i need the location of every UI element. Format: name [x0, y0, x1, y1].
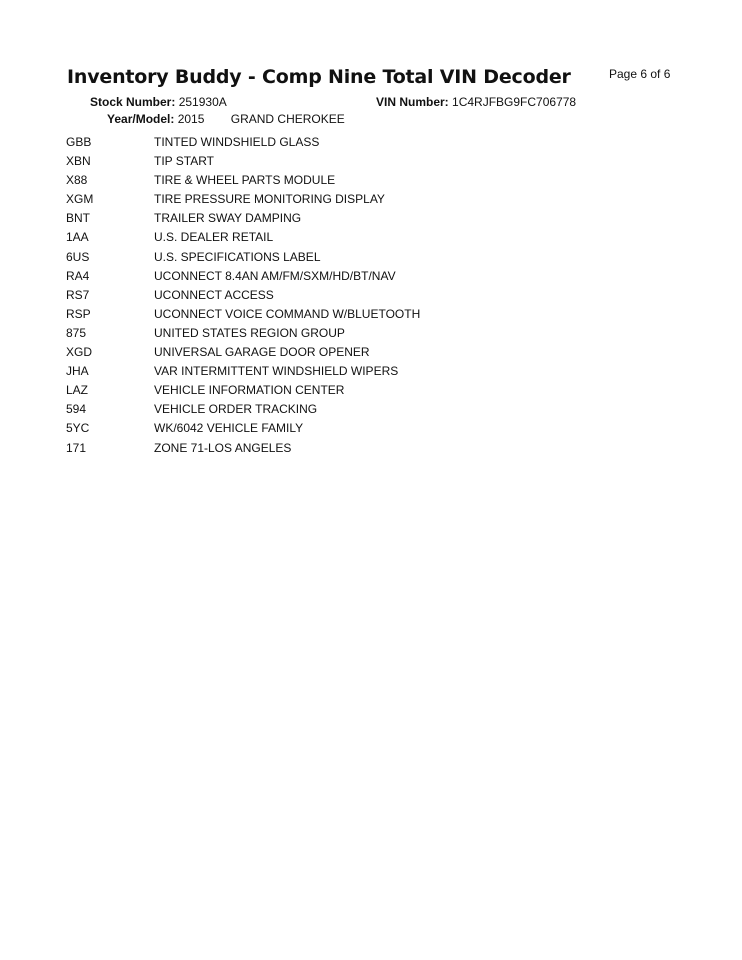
page-indicator: Page 6 of 6 [609, 67, 671, 81]
option-description: UNITED STATES REGION GROUP [154, 325, 345, 340]
option-description: UCONNECT VOICE COMMAND W/BLUETOOTH [154, 306, 421, 321]
option-code: 5YC [66, 421, 90, 436]
option-code: XGD [66, 345, 93, 360]
list-item [66, 152, 666, 171]
stock-number-value: 251930A [178, 95, 227, 109]
option-description: UCONNECT ACCESS [154, 287, 274, 302]
option-description: TIP START [154, 154, 215, 169]
option-code: XGM [66, 192, 94, 207]
list-item [66, 343, 666, 362]
option-description: UNIVERSAL GARAGE DOOR OPENER [154, 345, 370, 360]
option-description: UCONNECT 8.4AN AM/FM/SXM/HD/BT/NAV [154, 268, 396, 283]
option-description: U.S. SPECIFICATIONS LABEL [154, 249, 321, 264]
option-description: VAR INTERMITTENT WINDSHIELD WIPERS [154, 364, 399, 379]
list-item [66, 400, 666, 419]
list-item [66, 133, 666, 152]
option-code: RS7 [66, 287, 90, 302]
stock-number-label: Stock Number: [90, 95, 176, 109]
year-model-field [107, 112, 345, 126]
list-item [66, 305, 666, 324]
list-item [66, 324, 666, 343]
list-item [66, 190, 666, 209]
list-item [66, 419, 666, 438]
option-description: U.S. DEALER RETAIL [154, 230, 274, 245]
vin-number-field [376, 95, 576, 109]
model-value: GRAND CHEROKEE [230, 112, 345, 126]
option-code: XBN [66, 154, 91, 169]
list-item [66, 267, 666, 286]
document-title: Inventory Buddy - Comp Nine Total VIN Decoder [67, 66, 571, 88]
year-model-label: Year/Model: [107, 112, 175, 126]
stock-number-field [90, 95, 227, 109]
option-code: 594 [66, 402, 87, 417]
option-code: GBB [66, 135, 92, 149]
option-code: LAZ [66, 383, 89, 398]
list-item [66, 228, 666, 247]
year-value: 2015 [177, 112, 205, 126]
option-code: JHA [66, 364, 89, 379]
list-item [66, 248, 666, 267]
list-item [66, 362, 666, 381]
option-code: 875 [66, 325, 87, 340]
option-code: RA4 [66, 268, 90, 283]
option-description: WK/6042 VEHICLE FAMILY [154, 421, 304, 436]
option-description: TIRE & WHEEL PARTS MODULE [154, 173, 336, 188]
option-description: VEHICLE ORDER TRACKING [154, 402, 318, 417]
list-item [66, 381, 666, 400]
option-description: TIRE PRESSURE MONITORING DISPLAY [154, 192, 385, 207]
list-item [66, 209, 666, 228]
option-description: ZONE 71-LOS ANGELES [154, 440, 292, 455]
option-description: TINTED WINDSHIELD GLASS [154, 135, 320, 149]
vin-number-label: VIN Number: [376, 95, 449, 109]
option-description: TRAILER SWAY DAMPING [154, 211, 302, 226]
option-code: 1AA [66, 230, 89, 245]
option-code: X88 [66, 173, 88, 188]
option-description: VEHICLE INFORMATION CENTER [154, 383, 345, 398]
option-code: BNT [66, 211, 90, 226]
option-code: RSP [66, 306, 91, 321]
option-code-list [66, 133, 666, 458]
list-item [66, 286, 666, 305]
list-item [66, 171, 666, 190]
option-code: 6US [66, 249, 90, 264]
list-item [66, 439, 666, 458]
option-code: 171 [66, 440, 87, 455]
vin-number-value: 1C4RJFBG9FC706778 [452, 95, 577, 109]
